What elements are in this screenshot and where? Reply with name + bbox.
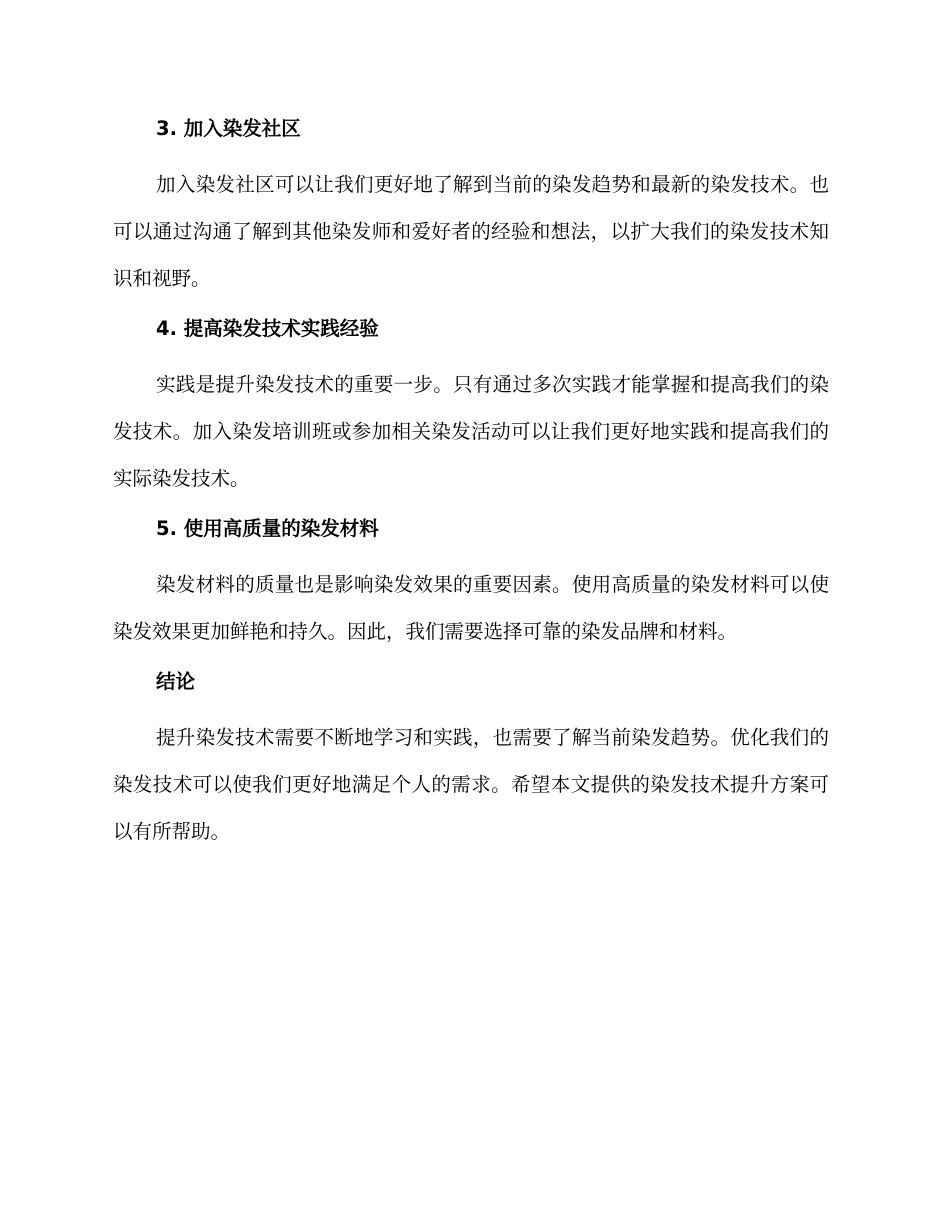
section-heading-practice-experience: 4. 提高染发技术实践经验 [156, 317, 379, 340]
section-heading-quality-materials: 5. 使用高质量的染发材料 [156, 517, 379, 540]
section-heading-conclusion: 结论 [156, 670, 196, 693]
section-heading-join-community: 3. 加入染发社区 [156, 117, 301, 140]
section-paragraph-conclusion: 提升染发技术需要不断地学习和实践，也需要了解当前染发趋势。优化我们的染发技术可以使我们更好地满足个人的需求。希望本文提供的染发技术提升方案可以有所帮助。 [113, 726, 829, 843]
section-paragraph-quality-materials: 染发材料的质量也是影响染发效果的重要因素。使用高质量的染发材料可以使染发效果更加鲜艳和持久。因此，我们需要选择可靠的染发品牌和材料。 [113, 573, 829, 643]
document-body [113, 112, 829, 855]
section-paragraph-join-community: 加入染发社区可以让我们更好地了解到当前的染发趋势和最新的染发技术。也可以通过沟通了解到其他染发师和爱好者的经验和想法，以扩大我们的染发技术知识和视野。 [113, 173, 829, 290]
section-paragraph-practice-experience: 实践是提升染发技术的重要一步。只有通过多次实践才能掌握和提高我们的染发技术。加入染发培训班或参加相关染发活动可以让我们更好地实践和提高我们的实际染发技术。 [113, 373, 829, 490]
